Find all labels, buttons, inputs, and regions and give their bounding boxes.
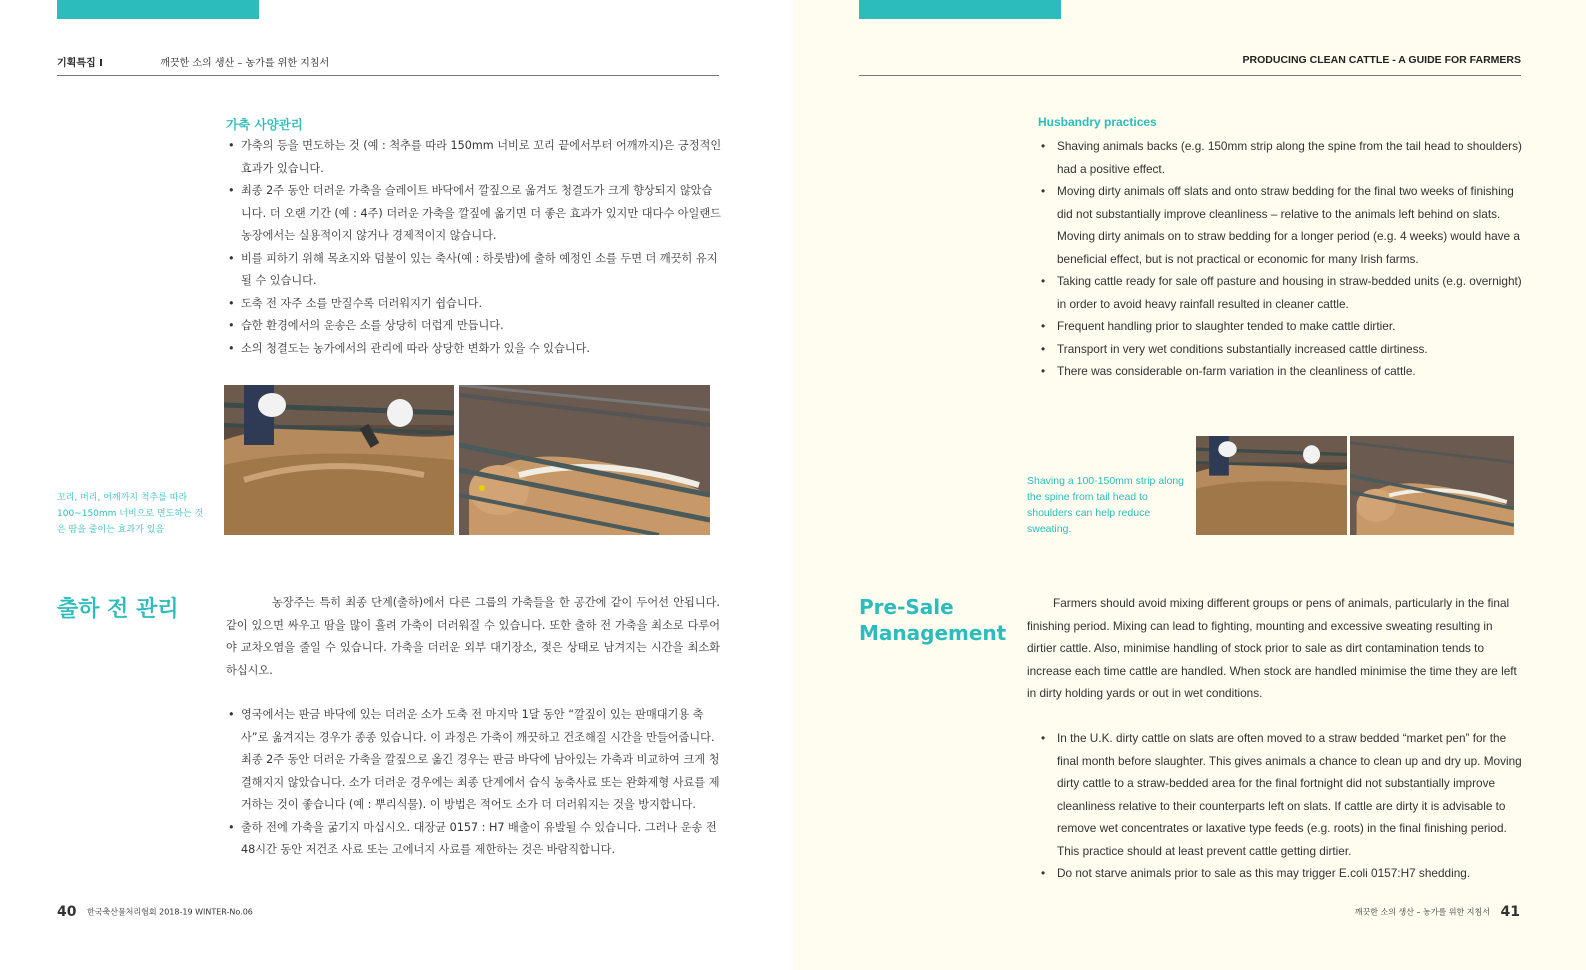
list-item: • 가축의 등을 면도하는 것 (예 : 척추를 따라 150mm 너비로 꼬리 끝에서부터 어깨까지)은 긍정적인 효과가 있습니다. bbox=[228, 135, 723, 180]
list-item: • In the U.K. dirty cattle on slats are often moved to a straw bedded “market pen” for the final month before slaughter. This gives animals a chance to clean up and dry up. Moving dirty cattle to a straw-bedded area for the final fortnight did not substantially improve cleanliness relative to their counterparts left on slats. If cattle are dirty it is advisable to remove wet concentrates or laxative type feeds (e.g. roots) in the final finishing period. This practice should at least prevent cattle getting dirtier. bbox=[1041, 727, 1529, 862]
list-item: • 비를 피하기 위해 목초지와 덤불이 있는 축사(예 : 하룻밤)에 출하 예정인 소를 두면 더 깨끗히 유지될 수 있습니다. bbox=[228, 248, 723, 293]
header-title: 깨끗한 소의 생산 – 농가를 위한 지침서 bbox=[160, 58, 330, 69]
list-item: • 출하 전에 가축을 굶기지 마십시오. 대장균 0157 : H7 배출이 유발될 수 있습니다. 그러나 운송 전 48시간 동안 저건조 사료 또는 고에너지 사료를 제한하는 것은 바람직합니다. bbox=[228, 817, 723, 862]
header-accent-bar bbox=[859, 0, 1061, 19]
running-header bbox=[859, 54, 1521, 76]
presale-section-title: 출하 전 관리 bbox=[57, 597, 179, 622]
header-section-label: 기획특집 Ⅰ bbox=[57, 58, 103, 69]
presale-list bbox=[1041, 727, 1529, 885]
husbandry-list bbox=[1041, 135, 1529, 383]
list-item: • Moving dirty animals off slats and onto straw bedding for the final two weeks of finishing did not substantially improve cleanliness – relative to the animals left behind on slats. Moving dirty animals on to straw bedding for a longer period (e.g. 4 weeks) would have a beneficial effect, but is not practical or economic for many Irish farms. bbox=[1041, 180, 1529, 270]
list-item: • 습한 환경에서의 운송은 소를 상당히 더럽게 만듭니다. bbox=[228, 315, 723, 338]
photo-caption: Shaving a 100-150mm strip along the spine from tail head to shoulders can help reduce sweating. bbox=[1027, 475, 1185, 535]
photo-caption: 꼬리, 머리, 어깨까지 척추를 따라 100~150mm 너비으로 면도하는 것은 땀을 줄이는 효과가 있음 bbox=[57, 493, 204, 535]
page-footer bbox=[57, 904, 253, 920]
list-item: • 도축 전 자주 소를 만질수록 더러워지기 쉽습니다. bbox=[228, 293, 723, 316]
presale-list bbox=[228, 704, 723, 862]
photo-shaving-back bbox=[1196, 436, 1347, 535]
page-footer bbox=[1355, 904, 1520, 920]
list-item: • Do not starve animals prior to sale as this may trigger E.coli 0157:H7 shedding. bbox=[1041, 862, 1529, 885]
right-page bbox=[793, 0, 1586, 970]
husbandry-list bbox=[228, 135, 723, 360]
photo-shaved-cattle bbox=[459, 385, 710, 535]
list-item: • There was considerable on-farm variation in the cleanliness of cattle. bbox=[1041, 360, 1529, 383]
list-item: • Taking cattle ready for sale off pasture and housing in straw-bedded units (e.g. overnight) in order to avoid heavy rainfall resulted in cleaner cattle. bbox=[1041, 270, 1529, 315]
header-title: PRODUCING CLEAN CATTLE - A GUIDE FOR FARMERS bbox=[1242, 54, 1521, 66]
list-item: • Transport in very wet conditions substantially increased cattle dirtiness. bbox=[1041, 338, 1529, 361]
footer-text: 한국축산물처리협회 2018-19 WINTER-No.06 bbox=[87, 907, 253, 917]
list-item: • Frequent handling prior to slaughter tended to make cattle dirtier. bbox=[1041, 315, 1529, 338]
page-number: 41 bbox=[1500, 904, 1520, 920]
list-item: • 소의 청결도는 농가에서의 관리에 따라 상당한 변화가 있을 수 있습니다. bbox=[228, 338, 723, 361]
footer-text: 깨끗한 소의 생산 – 농가를 위한 지침서 bbox=[1354, 907, 1490, 917]
presale-section-title: Pre-Sale Management bbox=[859, 595, 1007, 645]
presale-paragraph: Farmers should avoid mixing different groups or pens of animals, particularly in the final finishing period. Mixing can lead to fighting, mounting and excessive sweating resulting in dirtier cattle. Also, minimise handling of stock prior to sale as dirt contamination tends to increase each time cattle are handled. When stock are handled minimise the time they are left in dirty holding yards or out in wet conditions. bbox=[1027, 596, 1517, 700]
list-item: • 최종 2주 동안 더러운 가축을 슬레이트 바닥에서 깔짚으로 옮겨도 청결도가 크게 향상되지 않았습니다. 더 오랜 기간 (예 : 4주) 더러운 가축을 깔짚에 옮기면 더 좋은 효과가 있지만 대다수 아일랜드 농장에서는 실용적이지 않거나 경제적이지 않습니다. bbox=[228, 180, 723, 248]
list-item: • Shaving animals backs (e.g. 150mm strip along the spine from the tail head to shoulders) had a positive effect. bbox=[1041, 135, 1529, 180]
running-header bbox=[57, 54, 719, 76]
photo-shaved-cattle bbox=[1350, 436, 1514, 535]
husbandry-heading: Husbandry practices bbox=[1038, 115, 1157, 129]
list-item: • 영국에서는 판금 바닥에 있는 더러운 소가 도축 전 마지막 1달 동안 “깔짚이 있는 판매대기용 축사”로 옮겨지는 경우가 종종 있습니다. 이 과정은 가축이 깨끗하고 건조해질 시간을 만들어줍니다. 최종 2주 동안 더러운 가축을 깔짚으로 옮긴 경우는 판금 바닥에 남아있는 가축과 비교하여 크게 청결해지지 않았습니다. 소가 더러운 경우에는 최종 단계에서 습식 농축사료 또는 완화제형 사료를 제거하는 것이 좋습니다 (예 : 뿌리식물). 이 방법은 적어도 소가 더 더러워지는 것을 방지합니다. bbox=[228, 704, 723, 817]
page-number: 40 bbox=[57, 904, 77, 920]
photo-shaving-back bbox=[224, 385, 454, 535]
header-accent-bar bbox=[57, 0, 259, 19]
husbandry-heading: 가축 사양관리 bbox=[226, 117, 303, 132]
presale-paragraph: 농장주는 특히 최종 단계(출하)에서 다른 그룹의 가축들을 한 공간에 같이 두어선 안됩니다. 같이 있으면 싸우고 땀을 많이 흘려 가축이 더러워질 수 있습니다. 또한 출하 전 가축을 최소로 다루어야 교차오염을 줄일 수 있습니다. 가축을 더러운 외부 대기장소, 젖은 상태로 남겨지는 시간을 최소화 하십시오. bbox=[226, 596, 720, 677]
